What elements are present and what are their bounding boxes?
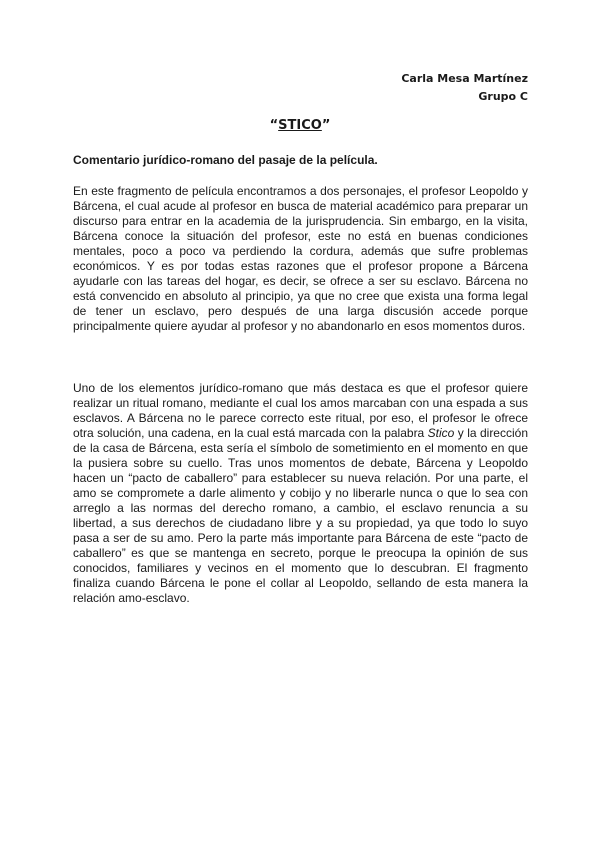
paragraph-2-part-2: y la dirección de la casa de Bárcena, esta sería el símbolo de sometimiento en el momento en que la pusiera sobre su cuello. Tras unos momentos de debate, Bárcena y Leopoldo hacen un “pacto de caballero” para establecer su nueva relación. Por una parte, el amo se compromete a darle alimento y cobijo y no liberarle nunca o que lo sea con arreglo a las normas del derecho romano, a cambio, el esclavo renuncia a su libertad, a sus derechos de ciudadano libre y a su propiedad, ya que todo lo suyo pasa a ser de su amo. Pero la parte más importante para Bárcena de este “pacto de caballero” es que se mantenga en secreto, porque le preocupa la opinión de sus conocidos, familiares y vecinos en el momento que lo descubran. El fragmento finaliza cuando Bárcena le pone el collar al Leopoldo, sellando de esta manera la relación amo-esclavo.	[73, 426, 528, 605]
paragraph-2	[73, 381, 528, 606]
document-title	[0, 118, 600, 133]
document-subtitle: Comentario jurídico-romano del pasaje de la película.	[73, 153, 378, 167]
author-name: Carla Mesa Martínez	[401, 72, 528, 85]
title-text: STICO	[278, 118, 322, 133]
paragraph-1: En este fragmento de película encontramos a dos personajes, el profesor Leopoldo y Bárcena, el cual acude al profesor en busca de material académico para preparar un discurso para entrar en la academia de la jurisprudencia. Sin embargo, en la visita, Bárcena conoce la situación del profesor, este no está en buenas condiciones mentales, poco a poco va perdiendo la cordura, además que sufre problemas económicos. Y es por todas estas razones que el profesor propone a Bárcena ayudarle con las tareas del hogar, es decir, se ofrece a ser su esclavo. Bárcena no está convencido en absoluto al principio, ya que no cree que exista una forma legal de tener un esclavo, pero después de una larga discusión accede porque principalmente quiere ayudar al profesor y no abandonarlo en esos momentos duros.	[73, 184, 528, 333]
paragraph-2-emphasis: Stico	[427, 426, 455, 440]
title-open-quote: “	[269, 118, 279, 133]
group-label: Grupo C	[478, 90, 528, 103]
author-block	[401, 70, 528, 106]
paragraph-2-part-1: Uno de los elementos jurídico-romano que más destaca es que el profesor quiere realizar un ritual romano, mediante el cual los amos marcaban con una espada a sus esclavos. A Bárcena no le parece correcto este ritual, por eso, el profesor le ofrece otra solución, una cadena, en la cual está marcada con la palabra	[73, 381, 528, 440]
title-close-quote: ”	[321, 118, 331, 133]
